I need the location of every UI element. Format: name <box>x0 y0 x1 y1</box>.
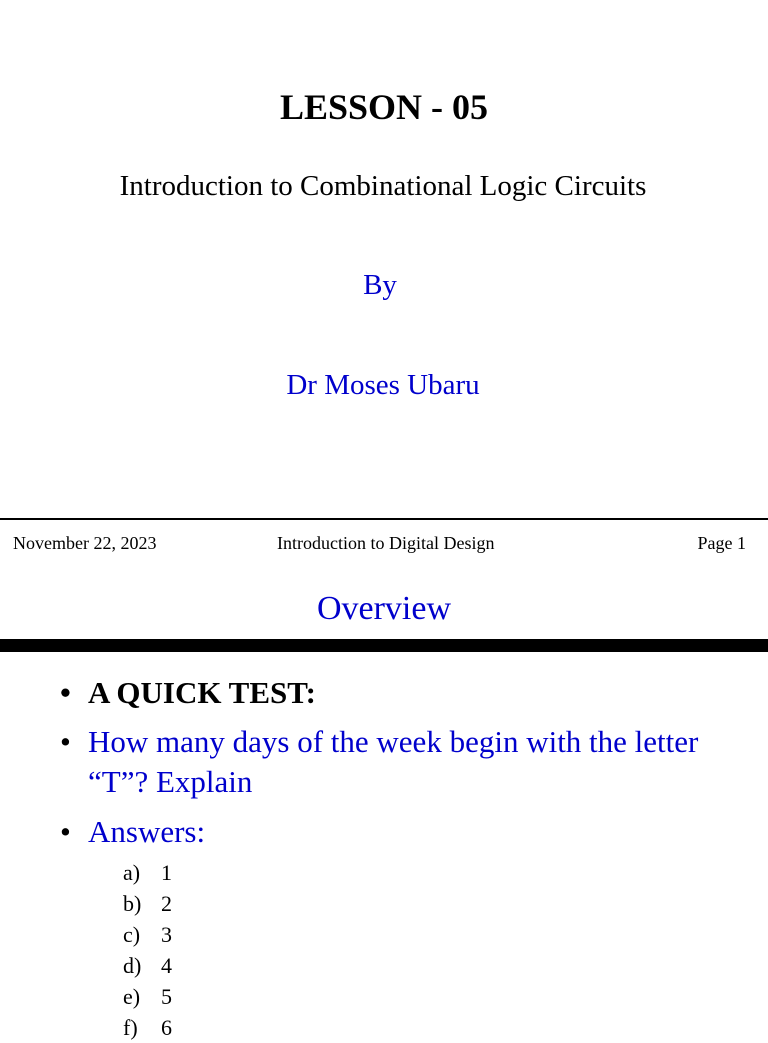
answer-value: 1 <box>161 860 172 885</box>
bullet-item-quick-test <box>60 673 720 713</box>
footer-page-number: Page 1 <box>697 533 746 553</box>
by-label: By <box>363 269 397 301</box>
answer-value: 6 <box>161 1015 172 1040</box>
bullet-text: A QUICK TEST: <box>88 675 316 710</box>
answer-value: 5 <box>161 984 172 1009</box>
bullet-text: How many days of the week begin with the letter “T”? Explain <box>88 724 699 799</box>
overview-divider <box>0 639 768 652</box>
footer-divider <box>0 518 768 520</box>
bullet-item-answers <box>60 812 720 852</box>
answer-options-list <box>123 857 172 1043</box>
answer-letter: c) <box>123 922 141 947</box>
lesson-subtitle: Introduction to Combinational Logic Circuits <box>119 170 647 202</box>
answer-value: 2 <box>161 891 172 916</box>
answer-option <box>123 857 172 888</box>
bullet-dot: • <box>60 675 71 710</box>
overview-title: Overview <box>316 590 452 627</box>
bullet-dot: • <box>60 724 71 759</box>
answer-value: 4 <box>161 953 172 978</box>
answer-letter: b) <box>123 891 142 916</box>
answer-letter: d) <box>123 953 142 978</box>
footer-course-title: Introduction to Digital Design <box>277 533 495 553</box>
author-name: Dr Moses Ubaru <box>286 369 480 401</box>
lesson-title: LESSON - 05 <box>279 87 489 127</box>
bullet-text: Answers: <box>88 814 206 849</box>
answer-option <box>123 950 172 981</box>
footer-date: November 22, 2023 <box>13 533 157 553</box>
answer-option <box>123 981 172 1012</box>
answer-value: 3 <box>161 922 172 947</box>
bullet-item-question <box>60 722 720 802</box>
bullet-dot: • <box>60 814 71 849</box>
answer-option <box>123 1012 172 1043</box>
answer-letter: e) <box>123 984 141 1009</box>
answer-option <box>123 919 172 950</box>
answer-letter: a) <box>123 860 141 885</box>
answer-letter: f) <box>123 1015 138 1040</box>
answer-option <box>123 888 172 919</box>
